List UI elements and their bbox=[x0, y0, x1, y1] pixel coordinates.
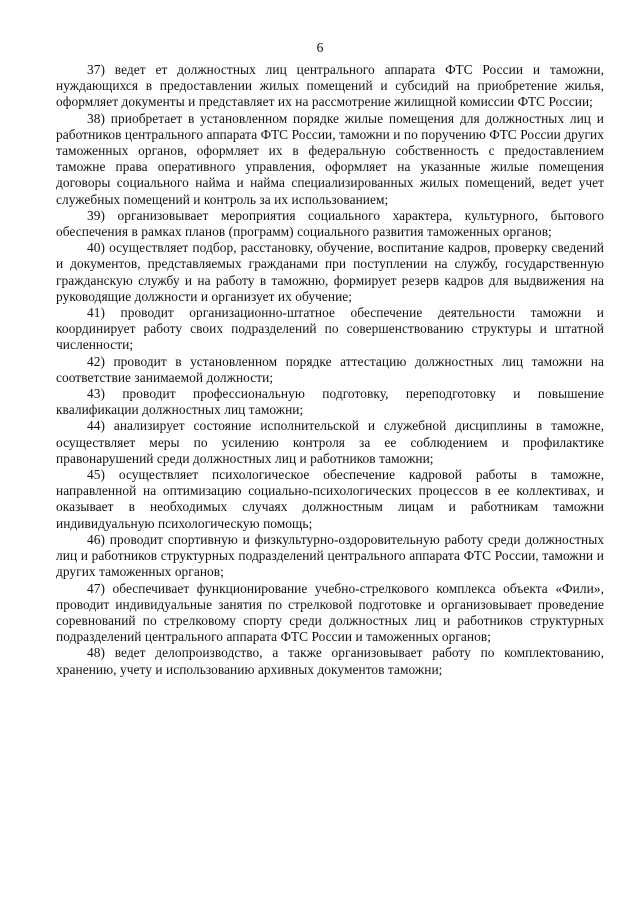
list-item-39: 39) организовывает мероприятия социального характера, культурного, бытового обеспечения в рамках планов (программ) социального развития таможенных органов; bbox=[56, 207, 604, 240]
list-item-44: 44) анализирует состояние исполнительской и служебной дисциплины в таможне, осуществляет меры по усилению контроля за ее соблюдением и профилактике правонарушений среди должностных лиц и работников таможни; bbox=[56, 418, 604, 466]
list-item-40: 40) осуществляет подбор, расстановку, обучение, воспитание кадров, проверку сведений и документов, представляемых гражданами при поступлении на службу, государственную гражданскую службу и на работу в таможню, формирует резерв кадров для выдвижения на руководящие должности и организует их обучение; bbox=[56, 240, 604, 304]
list-item-47: 47) обеспечивает функционирование учебно-стрелкового комплекса объекта «Фили», проводит индивидуальные занятия по стрелковой подготовке и организовывает проведение соревнований по стрелковому спорту среди должностных лиц и работников структурных подразделений центрального аппарата ФТС России и таможенных органов; bbox=[56, 580, 604, 645]
page-number: 6 bbox=[316, 40, 324, 55]
list-item-42: 42) проводит в установленном порядке аттестацию должностных лиц таможни на соответствие занимаемой должности; bbox=[56, 353, 604, 385]
document-body bbox=[56, 62, 604, 678]
list-item-45: 45) осуществляет психологическое обеспечение кадровой работы в таможне, направленной на оптимизацию социально-психологических процессов в ее коллективах, и оказывает в необходимых случаях должностным лицам и работникам таможни индивидуальную психологическую помощь; bbox=[56, 467, 604, 531]
list-item-43: 43) проводит профессиональную подготовку, переподготовку и повышение квалификации должностных лиц таможни; bbox=[56, 386, 604, 418]
list-item-48: 48) ведет делопроизводство, а также организовывает работу по комплектованию, хранению, учету и использованию архивных документов таможни; bbox=[56, 645, 604, 677]
list-item-37: 37) ведет ет должностных лиц центрального аппарата ФТС России и таможни, нуждающихся в предоставлении жилых помещений и субсидий на приобретение жилья, оформляет документы и представляет их на рассмотрение жилищной комиссии ФТС России; bbox=[56, 62, 604, 110]
list-item-41: 41) проводит организационно-штатное обеспечение деятельности таможни и координирует работу своих подразделений по совершенствованию структуры и штатной численности; bbox=[56, 305, 604, 353]
list-item-38: 38) приобретает в установленном порядке жилые помещения для должностных лиц и работников центрального аппарата ФТС России, таможни и по поручению ФТС России других таможенных органов, оформляет их в федеральную собственность с предоставлением таможне права оперативного управления, оформляет на указанные жилые помещения договоры социального найма и найма специализированных жилых помещений, ведет учет служебных помещений и контроль за их использованием; bbox=[56, 110, 604, 207]
list-item-46: 46) проводит спортивную и физкультурно-оздоровительную работу среди должностных лиц и работников структурных подразделений центрального аппарата ФТС России, таможни и других таможенных органов; bbox=[56, 531, 604, 580]
